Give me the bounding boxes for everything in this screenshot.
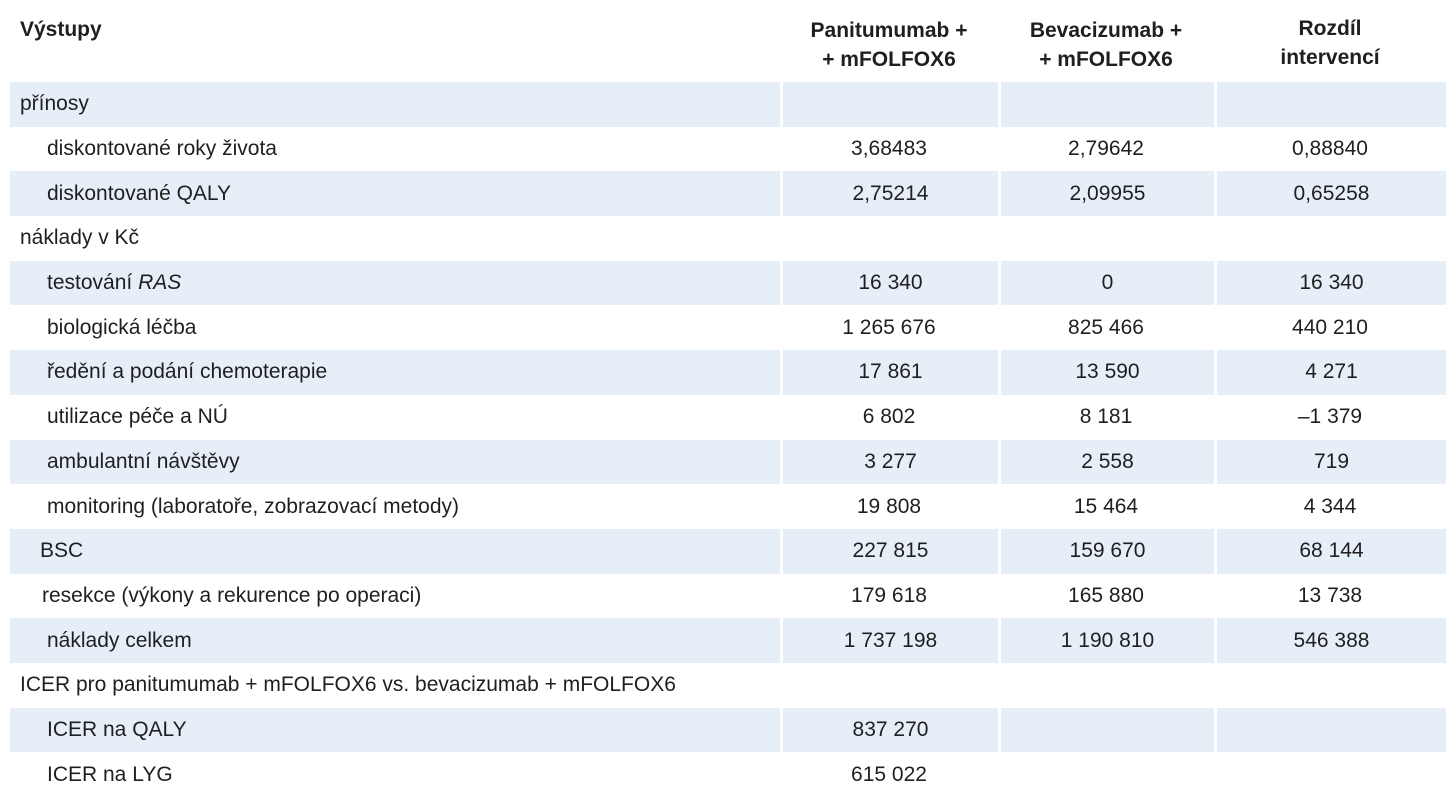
table-row: [10, 127, 1446, 172]
table-row: [10, 618, 1446, 663]
row-value-bevacizumab: 825 466: [1068, 315, 1144, 339]
row-label: ambulantní návštěvy: [10, 440, 780, 485]
section-row-icer: [10, 663, 1446, 708]
row-value-panitumumab: 837 270: [780, 708, 998, 753]
section-row-prinosy: [10, 82, 1446, 127]
row-label: diskontované roky života: [47, 137, 277, 161]
row-value-rozdil: 68 144: [1214, 529, 1446, 574]
row-value-rozdil: 0,88840: [1292, 137, 1368, 161]
row-value-panitumumab: 179 618: [851, 583, 927, 607]
row-value-bevacizumab: 1 190 810: [998, 618, 1214, 663]
row-value-bevacizumab: [998, 752, 1214, 797]
row-value-rozdil: [1214, 752, 1446, 797]
row-label: testování RAS: [10, 261, 780, 306]
table-row: [10, 261, 1446, 306]
row-label: monitoring (laboratoře, zobrazovací metody): [47, 494, 460, 518]
row-label: náklady celkem: [10, 618, 780, 663]
row-value-bevacizumab: [998, 663, 1214, 708]
row-value-bevacizumab: 13 590: [998, 350, 1214, 395]
table-row: [10, 752, 1446, 797]
row-value-panitumumab: 16 340: [780, 261, 998, 306]
table-row: [10, 350, 1446, 395]
row-value-bevacizumab: 159 670: [998, 529, 1214, 574]
row-label: diskontované QALY: [10, 171, 780, 216]
row-label: utilizace péče a NÚ: [47, 405, 228, 429]
row-value-panitumumab: 3 277: [780, 440, 998, 485]
row-label: ICER na QALY: [10, 708, 780, 753]
row-value-bevacizumab: 0: [998, 261, 1214, 306]
table-row: [10, 440, 1446, 485]
row-value-rozdil: 13 738: [1297, 583, 1363, 607]
row-value-bevacizumab: [998, 216, 1214, 261]
row-value-rozdil: [1214, 708, 1446, 753]
row-value-rozdil: 440 210: [1292, 315, 1368, 339]
row-value-bevacizumab: 8 181: [1079, 405, 1133, 429]
row-value-panitumumab: 17 861: [780, 350, 998, 395]
row-value-panitumumab: 1 737 198: [780, 618, 998, 663]
row-value-bevacizumab: 2,09955: [998, 171, 1214, 216]
row-value-panitumumab: 227 815: [780, 529, 998, 574]
row-value-rozdil: [1214, 663, 1446, 708]
row-value-panitumumab: 19 808: [856, 494, 922, 518]
row-value-rozdil: [1214, 216, 1446, 261]
row-label: ICER na LYG: [47, 762, 173, 786]
row-label: ICER pro panitumumab + mFOLFOX6 vs. bevacizumab + mFOLFOX6: [20, 673, 676, 697]
table-row: [10, 708, 1446, 753]
row-value-bevacizumab: 165 880: [1068, 583, 1144, 607]
table-row: [10, 484, 1446, 529]
row-label: biologická léčba: [47, 315, 197, 339]
row-value-rozdil: [1214, 82, 1446, 127]
row-value-panitumumab: [780, 82, 998, 127]
header-panitumumab: Panitumumab + + mFOLFOX6: [810, 19, 968, 71]
results-table: [10, 0, 1446, 797]
table-row: [10, 395, 1446, 440]
row-value-panitumumab: 2,75214: [780, 171, 998, 216]
table-row: [10, 529, 1446, 574]
row-label: přínosy: [10, 82, 780, 127]
table-row: [10, 305, 1446, 350]
row-value-bevacizumab: 15 464: [1073, 494, 1139, 518]
row-value-bevacizumab: [998, 708, 1214, 753]
row-value-rozdil: 546 388: [1214, 618, 1446, 663]
row-label: náklady v Kč: [20, 226, 140, 250]
row-value-panitumumab: 3,68483: [851, 137, 927, 161]
row-value-panitumumab: 615 022: [851, 762, 927, 786]
table-row: [10, 171, 1446, 216]
row-value-panitumumab: [780, 216, 998, 261]
row-value-bevacizumab: [998, 82, 1214, 127]
header-rozdil: Rozdíl intervencí: [1280, 17, 1380, 69]
row-value-panitumumab: 1 265 676: [842, 315, 936, 339]
row-value-rozdil: 719: [1214, 440, 1446, 485]
row-value-rozdil: –1 379: [1297, 405, 1363, 429]
row-value-panitumumab: [780, 663, 998, 708]
row-value-rozdil: 0,65258: [1214, 171, 1446, 216]
header-bevacizumab: Bevacizumab + + mFOLFOX6: [1029, 19, 1183, 71]
table-header: [10, 0, 1446, 82]
row-value-bevacizumab: 2,79642: [1068, 137, 1144, 161]
header-vystupy: Výstupy: [20, 18, 102, 41]
table-row: [10, 574, 1446, 619]
row-label: BSC: [10, 529, 780, 574]
section-row-naklady: [10, 216, 1446, 261]
row-label: ředění a podání chemoterapie: [10, 350, 780, 395]
row-value-panitumumab: 6 802: [862, 405, 916, 429]
row-value-rozdil: 16 340: [1214, 261, 1446, 306]
row-value-rozdil: 4 344: [1303, 494, 1357, 518]
row-label: resekce (výkony a rekurence po operaci): [42, 583, 422, 607]
row-value-bevacizumab: 2 558: [998, 440, 1214, 485]
row-value-rozdil: 4 271: [1214, 350, 1446, 395]
